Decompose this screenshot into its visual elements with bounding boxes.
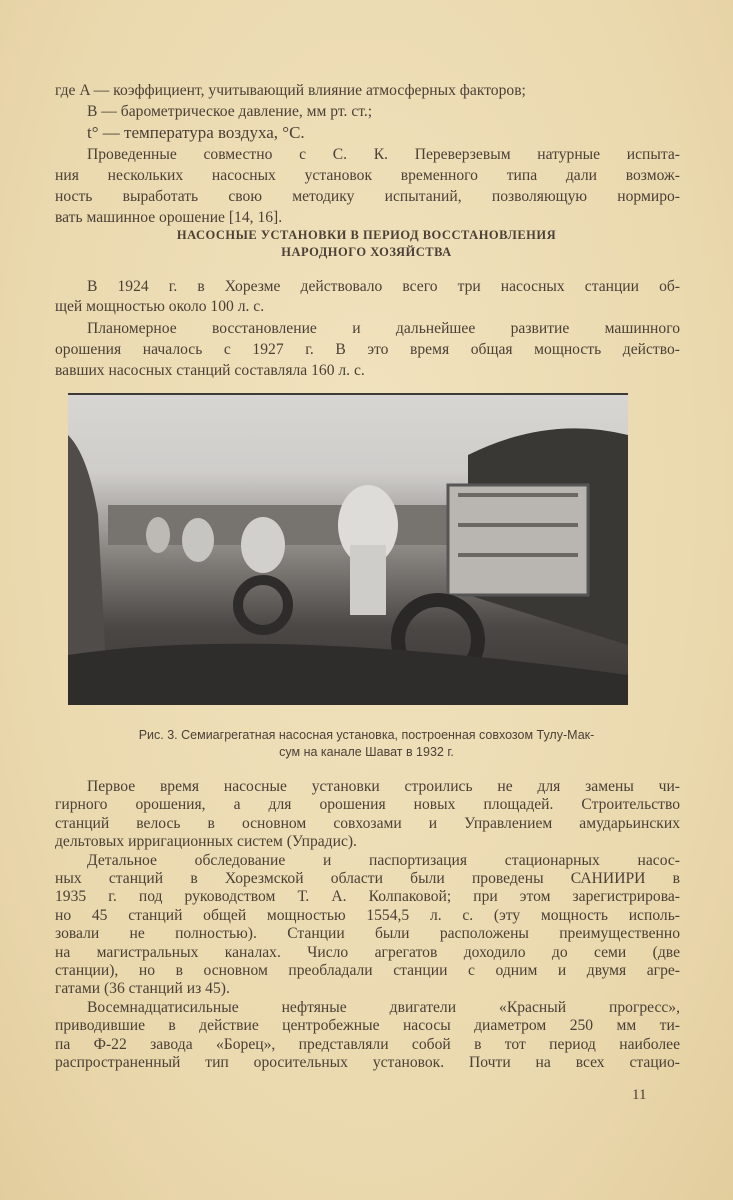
text-line: 1935 г. под руководством Т. А. Колпаковой; при этом зарегистрирова- (55, 888, 680, 905)
figure-caption: Рис. 3. Семиагрегатная насосная установка, построенная совхозом Тулу-Мак- (138, 728, 595, 742)
text-line: ных станций в Хорезмской области были проведены САНИИРИ в (55, 870, 680, 887)
text-line: t° — температура воздуха, °С. (87, 123, 305, 142)
section-heading: НАСОСНЫЕ УСТАНОВКИ В ПЕРИОД ВОССТАНОВЛЕНИЯ (176, 228, 557, 242)
text-line: щей мощностью около 100 л. с. (55, 298, 265, 315)
text-line: ность выработать свою методику испытаний, позволяющую нормиро- (55, 188, 680, 205)
text-line: Первое время насосные установки строились не для замены чи- (87, 778, 680, 795)
text-line: станций велось в основном совхозами и Управлением амударьинских (55, 815, 680, 832)
figure-photo-pump-station (68, 393, 628, 705)
text-line: Проведенные совместно с С. К. Переверзевым натурные испыта- (87, 146, 680, 163)
section-heading: НАРОДНОГО ХОЗЯЙСТВА (281, 245, 452, 259)
text-line: гатами (36 станций из 45). (55, 980, 230, 997)
text-line: Планомерное восстановление и дальнейшее развитие машинного (87, 320, 680, 337)
text-line: вавших насосных станций составляла 160 л. с. (55, 362, 365, 379)
pump-station-illustration (68, 395, 628, 705)
text-line: распространенный тип оросительных установок. Почти на всех стацио- (55, 1054, 680, 1071)
text-line: где A — коэффициент, учитывающий влияние атмосферных факторов; (55, 82, 526, 99)
text-line: вать машинное орошение [14, 16]. (55, 209, 283, 226)
text-line: В 1924 г. в Хорезме действовало всего три насосных станции об- (87, 278, 680, 295)
text-line: но 45 станций общей мощностью 1554,5 л. с. (эту мощность исполь- (55, 907, 680, 924)
text-line: Восемнадцатисильные нефтяные двигатели «Красный прогресс», (87, 999, 680, 1016)
text-line: приводившие в действие центробежные насосы диаметром 250 мм ти- (55, 1017, 680, 1034)
text-line: дельтовых ирригационных систем (Упрадис). (55, 833, 357, 850)
figure-caption: сум на канале Шават в 1932 г. (279, 745, 454, 759)
text-line: орошения началось с 1927 г. В это время общая мощность действо- (55, 341, 680, 358)
text-line: станции), но в основном преобладали станции с одним и двумя агре- (55, 962, 680, 979)
page-number: 11 (632, 1087, 647, 1103)
text-line: зовали не полностью). Станции были расположены преимущественно (55, 925, 680, 942)
text-line: на магистральных каналах. Число агрегатов доходило до семи (две (55, 944, 680, 961)
text-line: па Ф-22 завода «Борец», представляли собой в тот период наиболее (55, 1036, 680, 1053)
text-line: ния нескольких насосных установок временного типа дали возмож- (55, 167, 680, 184)
text-line: Детальное обследование и паспортизация стационарных насос- (87, 852, 680, 869)
text-line: B — барометрическое давление, мм рт. ст.; (87, 103, 373, 120)
text-line: гирного орошения, а для орошения новых площадей. Строительство (55, 796, 680, 813)
